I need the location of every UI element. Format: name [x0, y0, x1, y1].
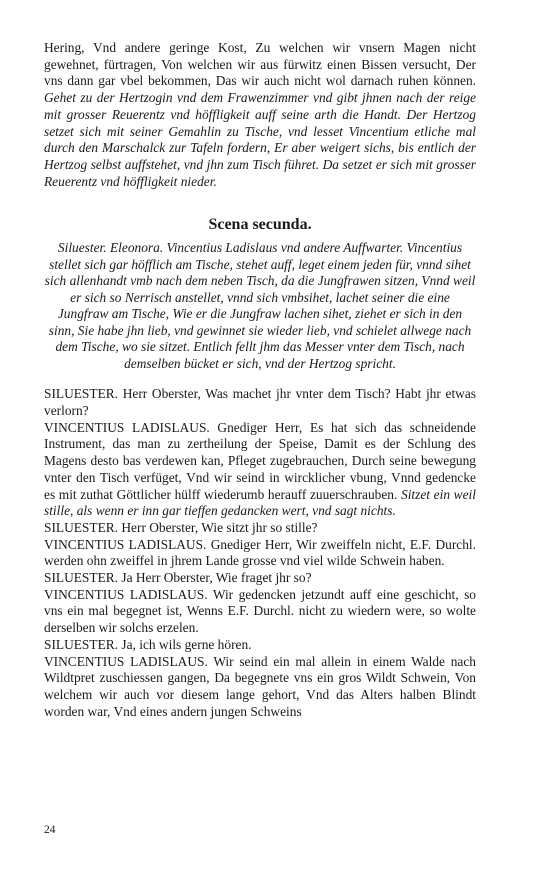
speech-line [44, 386, 476, 419]
speech-text: SILUESTER. Herr Oberster, Wie sitzt jhr so stille? [44, 519, 318, 535]
speech-text: SILUESTER. Ja, ich wils gerne hören. [44, 636, 252, 652]
speech-text: VINCENTIUS LADISLAUS. Gnediger Herr, Wir zweiffeln nicht, E.F. Durchl. werden ohn zweiffel in jhrem Lande grosse vnd viel wilde Schwein haben. [44, 536, 476, 569]
speech-text: SILUESTER. Ja Herr Oberster, Wie fraget jhr so? [44, 570, 312, 586]
speech-line [44, 654, 476, 721]
speech-direction: Sitzet ein weil stille, als wenn er inn gar tieffen gedancken wert, vnd sagt nichts. [44, 486, 476, 519]
speech-line [44, 420, 476, 520]
opening-paragraph [44, 40, 476, 190]
page-number: 24 [44, 824, 56, 836]
speech-line [44, 537, 476, 570]
opening-stage-direction: Gehet zu der Hertzogin vnd dem Frawenzimmer vnd gibt jhnen nach der reige mit grosser Reuerentz vnd höffligkeit auff seine arth die Handt. Der Hertzog setzet sich mit seiner Gemahlin zu Tische, vnd lesset Vincentium etliche mal durch den Marschalck zur Tafeln fordern, Er aber weigert sichs, bis entlich der Hertzog selbst auffstehet, vnd jhn zum Tisch führet. Da setzet er sich mit grosser Reuerentz vnd höffligkeit nieder. [44, 90, 476, 189]
speech-line [44, 587, 476, 637]
dialogue [44, 386, 476, 720]
speech-line [44, 520, 476, 537]
speech-text: VINCENTIUS LADISLAUS. Wir seind ein mal allein in einem Walde nach Wildtpret zuschiessen gangen, Da begegnete vns ein gros Wildt Schwein, Von welchem wir auch vor diesem lange gehort, Vnd das Alters halben Blindt worden war, Vnd eines andern jungen Schweins [44, 653, 476, 719]
scene-stage-direction: Siluester. Eleonora. Vincentius Ladislaus vnd andere Auffwarter. Vincentius stellet sich gar höfflich am Tische, stehet auff, leget einem jeden für, vnnd sihet sich allenhandt vmb nach dem neben Tisch, da die Jungfrawen sitzen, Vnnd weil er sich so Nerrisch anstellet, vnnd sich vmbsihet, lachet seiner die eine Jungfraw am Tische, Wie er die Jungfraw lachen sihet, ziehet er sich in den sinn, Sie habe jhn lieb, vnd gewinnet sie wieder lieb, vnd schielet allwege nach dem Tische, wo sie sitzet. Entlich fellt jhm das Messer vnter dem Tisch, nach demselben bücket er sich, vnd der Hertzog spricht. [44, 240, 476, 371]
speech-line [44, 570, 476, 587]
speech-line [44, 637, 476, 654]
opening-text: Hering, Vnd andere geringe Kost, Zu welchen wir vnsern Magen nicht gewehnet, fürtragen, Von welchen wir aus fürwitz einen Bissen versucht, Der vns dann gar vbel bekommen, Das wir auch nicht wol darnach ruhen können. [44, 40, 476, 89]
page-body [44, 40, 476, 720]
speech-text: SILUESTER. Herr Oberster, Was machet jhr vnter dem Tisch? Habt jhr etwas verlorn? [44, 386, 476, 419]
speech-text: VINCENTIUS LADISLAUS. Gnediger Herr, Es hat sich das schneidende Instrument, das man zu zertheilung der Speise, Damit es der Schlung des Magens desto bas verdewen kan, Pfleget zugebrauchen, Durch seine bewegung vnter den Tisch verfüget, Vnd wir seind in wircklicher vbung, Vnnd gedencke es mit zuthat Göttlicher hülff wiederumb herauff zuuerschrauben. [44, 419, 476, 502]
scene-heading: Scena secunda. [208, 216, 312, 234]
speech-text: VINCENTIUS LADISLAUS. Wir gedencken jetzundt auff eine geschicht, so vns ein mal begegnet ist, Wenns E.F. Durchl. nicht zu wiedern were, so wolte derselben wir solchs erzelen. [44, 586, 476, 636]
